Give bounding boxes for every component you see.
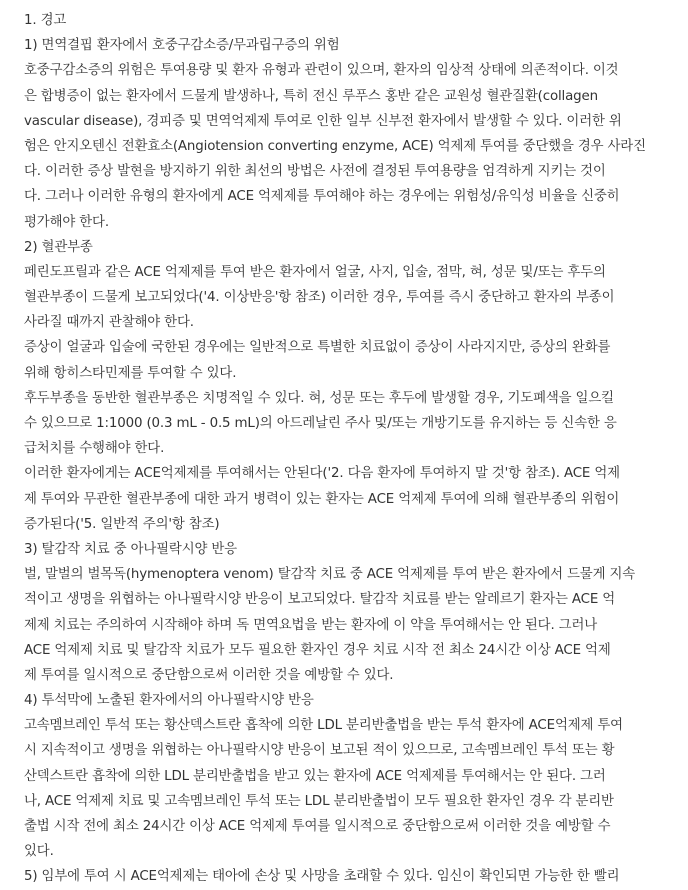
paragraph-line: 호중구감소증의 위험은 투여용량 및 환자 유형과 관련이 있으며, 환자의 임상적 상태에 의존적이다. 이것 (24, 63, 619, 79)
paragraph-line: 혈관부종이 드물게 보고되었다('4. 이상반응'항 참조) 이러한 경우, 투여를 즉시 중단하고 환자의 부종이 (24, 290, 615, 306)
paragraph-line: 산덱스트란 흡착에 의한 LDL 분리반출법을 받고 있는 환자에 ACE 억제제를 투여해서는 안 된다. 그러 (24, 768, 606, 784)
section-heading: 1. 경고 (24, 13, 67, 28)
paragraph-line: 은 합병증이 없는 환자에서 드물게 발생하나, 특히 전신 루푸스 홍반 같은 교원성 혈관질환(collagen (24, 88, 598, 104)
paragraph-line: 증상이 얼굴과 입술에 국한된 경우에는 일반적으로 특별한 치료없이 증상이 사라지지만, 증상의 완화를 (24, 340, 611, 356)
paragraph-line: 다. 이러한 증상 발현을 방지하기 위한 최선의 방법은 사전에 결정된 투여용량을 엄격하게 지키는 것이 (24, 164, 606, 180)
paragraph-line: 급처치를 수행해야 한다. (24, 441, 165, 457)
document-body (24, 8, 681, 890)
paragraph-line: 벌, 말벌의 벌목독(hymenoptera venom) 탈감작 치료 중 ACE 억제제를 투여 받은 환자에서 드물게 지속 (24, 567, 636, 583)
paragraph-line: 제제 치료는 주의하여 시작해야 하며 독 면역요법을 받는 환자에 이 약을 투여해서는 안 된다. 그러나 (24, 617, 598, 633)
paragraph-line: 시 지속적이고 생명을 위협하는 아나필락시양 반응이 보고된 적이 있으므로, 고속멤브레인 투석 또는 황 (24, 743, 615, 759)
subsection-heading: 5) 임부에 투여 시 ACE억제제는 태아에 손상 및 사망을 초래할 수 있다. 임신이 확인되면 가능한 한 빨리 (24, 869, 620, 885)
paragraph-line: 험은 안지오텐신 전환효소(Angiotension converting enzyme, ACE) 억제제 투여를 중단했을 경우 사라진 (24, 138, 646, 154)
subsection-heading: 2) 혈관부종 (24, 239, 93, 255)
paragraph-line: 페린도프릴과 같은 ACE 억제제를 투여 받은 환자에서 얼굴, 사지, 입술, 점막, 혀, 성문 및/또는 후두의 (24, 264, 606, 280)
paragraph-line: 고속멤브레인 투석 또는 황산덱스트란 흡착에 의한 LDL 분리반출법을 받는 투석 환자에 ACE억제제 투여 (24, 718, 623, 734)
subsection-heading: 1) 면역결핍 환자에서 호중구감소증/무과립구증의 위험 (24, 38, 340, 54)
paragraph-line: 평가해야 한다. (24, 214, 109, 230)
subsection-heading: 4) 투석막에 노출된 환자에서의 아나필락시양 반응 (24, 693, 314, 709)
paragraph-line: ACE 억제제 치료 및 탈감작 치료가 모두 필요한 환자인 경우 치료 시작 전 최소 24시간 이상 ACE 억제 (24, 642, 611, 658)
paragraph-line: 후두부종을 동반한 혈관부종은 치명적일 수 있다. 혀, 성문 또는 후두에 발생할 경우, 기도폐색을 일으킬 (24, 390, 614, 406)
paragraph-line: 적이고 생명을 위협하는 아나필락시양 반응이 보고되었다. 탈감작 치료를 받는 알레르기 환자는 ACE 억 (24, 592, 616, 608)
paragraph-line: 이러한 환자에게는 ACE억제제를 투여해서는 안된다('2. 다음 환자에 투여하지 말 것'항 참조). ACE 억제 (24, 466, 620, 482)
paragraph-line: 제 투여를 일시적으로 중단함으로써 이러한 것을 예방할 수 있다. (24, 667, 394, 683)
paragraph-line: 수 있으므로 1:1000 (0.3 mL - 0.5 mL)의 아드레날린 주사 및/또는 개방기도를 유지하는 등 신속한 응 (24, 416, 617, 431)
paragraph-line: 있다. (24, 844, 54, 860)
paragraph-line: 증가된다('5. 일반적 주의'항 참조) (24, 516, 220, 532)
paragraph-line: 사라질 때까지 관찰해야 한다. (24, 315, 194, 331)
paragraph-line: vascular disease), 경피증 및 면역억제제 투여로 인한 일부 신부전 환자에서 발생할 수 있다. 이러한 위 (24, 113, 622, 129)
subsection-heading: 3) 탈감작 치료 중 아나필락시양 반응 (24, 541, 237, 557)
paragraph-line: 출법 시작 전에 최소 24시간 이상 ACE 억제제 투여를 일시적으로 중단함으로써 이러한 것을 예방할 수 (24, 819, 611, 834)
paragraph-line: 위해 항히스타민제를 투여할 수 있다. (24, 365, 237, 381)
paragraph-line: 다. 그러나 이러한 유형의 환자에게 ACE 억제제를 투여해야 하는 경우에는 위험성/유익성 비율을 신중히 (24, 189, 620, 205)
paragraph-line: 제 투여와 무관한 혈관부종에 대한 과거 병력이 있는 환자는 ACE 억제제 투여에 의해 혈관부종의 위험이 (24, 491, 620, 507)
paragraph-line: 나, ACE 억제제 치료 및 고속멤브레인 투석 또는 LDL 분리반출법이 모두 필요한 환자인 경우 각 분리반 (24, 793, 614, 809)
